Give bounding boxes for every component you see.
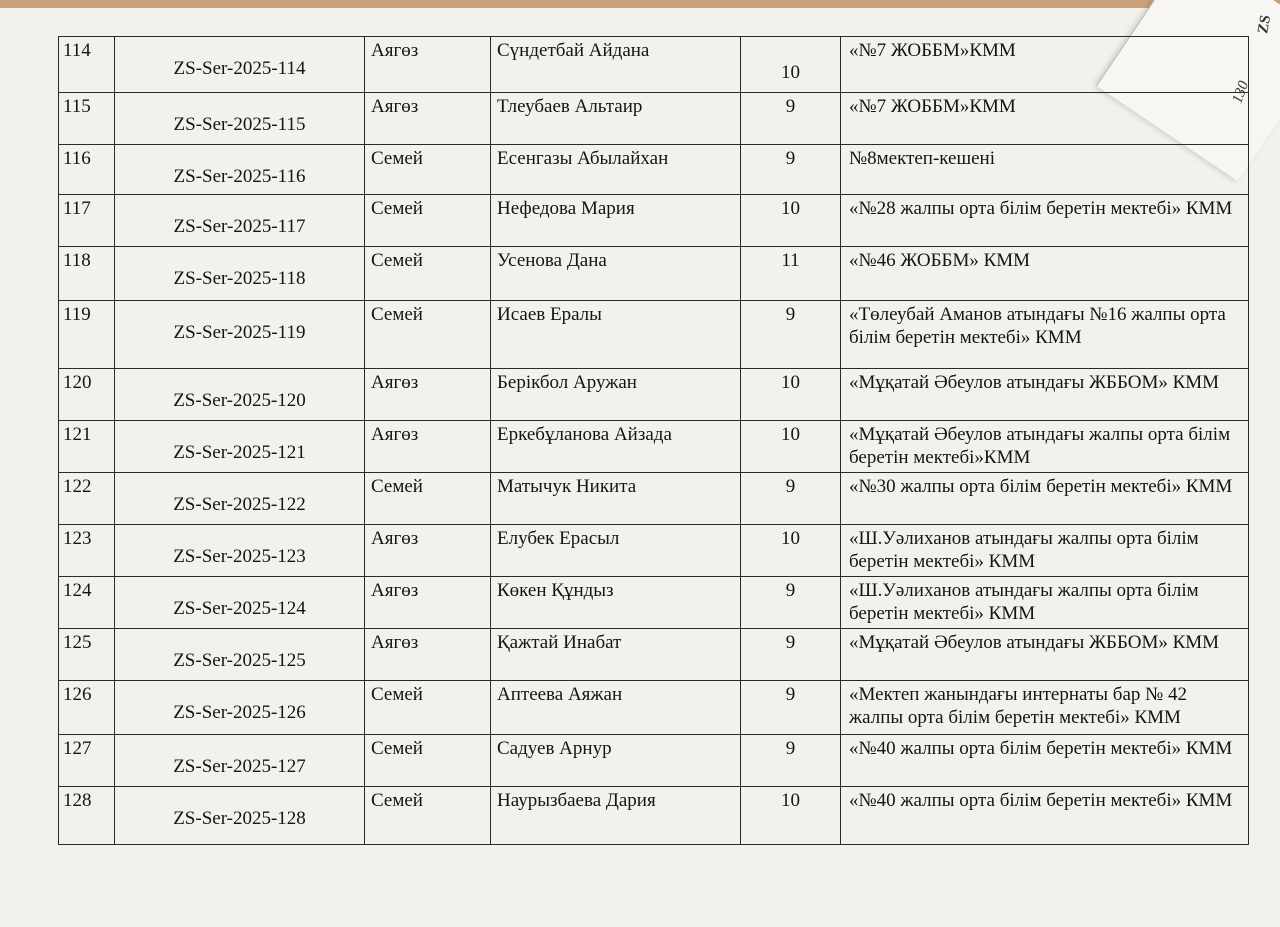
grade-cell: 9: [741, 735, 841, 787]
table-row: [59, 629, 1249, 681]
grade-cell: 9: [741, 473, 841, 525]
row-number: 126: [59, 681, 115, 735]
grade-cell: 9: [741, 681, 841, 735]
row-number: 116: [59, 145, 115, 195]
school-cell: «Мұқатай Әбеулов атындағы ЖББОМ» КММ: [841, 629, 1249, 681]
participant-name: Берікбол Аружан: [491, 369, 741, 421]
city-cell: Аягөз: [365, 37, 491, 93]
row-number: 114: [59, 37, 115, 93]
row-number: 120: [59, 369, 115, 421]
school-cell: «№46 ЖОББМ» КММ: [841, 247, 1249, 301]
city-cell: Семей: [365, 247, 491, 301]
row-number: 118: [59, 247, 115, 301]
participant-name: Көкен Құндыз: [491, 577, 741, 629]
table-row: [59, 525, 1249, 577]
participant-name: Нефедова Мария: [491, 195, 741, 247]
table-row: [59, 301, 1249, 369]
grade-cell: 10: [741, 525, 841, 577]
table-row: [59, 37, 1249, 93]
row-number: 119: [59, 301, 115, 369]
city-cell: Аягөз: [365, 421, 491, 473]
grade-cell: 10: [741, 195, 841, 247]
row-number: 127: [59, 735, 115, 787]
participant-name: Исаев Ералы: [491, 301, 741, 369]
city-cell: Семей: [365, 473, 491, 525]
school-cell: «№28 жалпы орта білім беретін мектебі» КММ: [841, 195, 1249, 247]
school-cell: «Төлеубай Аманов атындағы №16 жалпы орта білім беретін мектебі» КММ: [841, 301, 1249, 369]
school-cell: «Ш.Уәлиханов атындағы жалпы орта білім беретін мектебі» КММ: [841, 577, 1249, 629]
row-number: 122: [59, 473, 115, 525]
grade-cell: 10: [741, 421, 841, 473]
participant-name: Сүндетбай Айдана: [491, 37, 741, 93]
school-cell: «№7 ЖОББМ»КММ: [841, 93, 1249, 145]
participant-name: Матычук Никита: [491, 473, 741, 525]
participant-code: ZS-Ser-2025-125: [115, 629, 365, 681]
table-row: [59, 145, 1249, 195]
participant-code: ZS-Ser-2025-121: [115, 421, 365, 473]
city-cell: Аягөз: [365, 525, 491, 577]
school-cell: №8мектеп-кешені: [841, 145, 1249, 195]
city-cell: Семей: [365, 787, 491, 845]
grade-cell: 9: [741, 145, 841, 195]
city-cell: Семей: [365, 145, 491, 195]
participant-code: ZS-Ser-2025-120: [115, 369, 365, 421]
participant-name: Еркебұланова Айзада: [491, 421, 741, 473]
grade-cell: 9: [741, 301, 841, 369]
table-row: [59, 735, 1249, 787]
participant-code: ZS-Ser-2025-127: [115, 735, 365, 787]
table-row: [59, 473, 1249, 525]
participant-code: ZS-Ser-2025-117: [115, 195, 365, 247]
participant-code: ZS-Ser-2025-115: [115, 93, 365, 145]
city-cell: Аягөз: [365, 369, 491, 421]
participant-name: Наурызбаева Дария: [491, 787, 741, 845]
city-cell: Семей: [365, 301, 491, 369]
table-row: [59, 195, 1249, 247]
participant-code: ZS-Ser-2025-124: [115, 577, 365, 629]
participant-name: Тлеубаев Альтаир: [491, 93, 741, 145]
participant-name: Аптеева Аяжан: [491, 681, 741, 735]
table-row: [59, 369, 1249, 421]
participant-code: ZS-Ser-2025-118: [115, 247, 365, 301]
school-cell: «№40 жалпы орта білім беретін мектебі» КММ: [841, 735, 1249, 787]
row-number: 121: [59, 421, 115, 473]
participant-code: ZS-Ser-2025-119: [115, 301, 365, 369]
participant-code: ZS-Ser-2025-126: [115, 681, 365, 735]
grade-cell: 9: [741, 577, 841, 629]
participant-code: ZS-Ser-2025-116: [115, 145, 365, 195]
school-cell: «Мұқатай Әбеулов атындағы жалпы орта білім беретін мектебі»КММ: [841, 421, 1249, 473]
participant-code: ZS-Ser-2025-128: [115, 787, 365, 845]
table-row: [59, 787, 1249, 845]
row-number: 128: [59, 787, 115, 845]
city-cell: Аягөз: [365, 93, 491, 145]
table-row: [59, 421, 1249, 473]
school-cell: «Мұқатай Әбеулов атындағы ЖББОМ» КММ: [841, 369, 1249, 421]
participant-code: ZS-Ser-2025-114: [115, 37, 365, 93]
row-number: 117: [59, 195, 115, 247]
participant-name: Усенова Дана: [491, 247, 741, 301]
corner-page-number: 130: [1228, 79, 1252, 106]
participants-table: [58, 36, 1249, 845]
city-cell: Аягөз: [365, 577, 491, 629]
table-row: [59, 681, 1249, 735]
row-number: 115: [59, 93, 115, 145]
participant-name: Есенгазы Абылайхан: [491, 145, 741, 195]
table-row: [59, 93, 1249, 145]
grade-cell: 11: [741, 247, 841, 301]
city-cell: Семей: [365, 681, 491, 735]
grade-cell: 10: [741, 37, 841, 93]
row-number: 125: [59, 629, 115, 681]
table-row: [59, 577, 1249, 629]
participant-code: ZS-Ser-2025-123: [115, 525, 365, 577]
participant-name: Садуев Арнур: [491, 735, 741, 787]
school-cell: «Ш.Уәлиханов атындағы жалпы орта білім беретін мектебі» КММ: [841, 525, 1249, 577]
city-cell: Семей: [365, 195, 491, 247]
grade-cell: 10: [741, 369, 841, 421]
school-cell: «Мектеп жанындағы интернаты бар № 42 жалпы орта білім беретін мектебі» КММ: [841, 681, 1249, 735]
city-cell: Семей: [365, 735, 491, 787]
grade-cell: 9: [741, 629, 841, 681]
school-cell: «№7 ЖОББМ»КММ: [841, 37, 1249, 93]
participant-name: Елубек Ерасыл: [491, 525, 741, 577]
city-cell: Аягөз: [365, 629, 491, 681]
school-cell: «№40 жалпы орта білім беретін мектебі» КММ: [841, 787, 1249, 845]
participant-code: ZS-Ser-2025-122: [115, 473, 365, 525]
row-number: 123: [59, 525, 115, 577]
school-cell: «№30 жалпы орта білім беретін мектебі» КММ: [841, 473, 1249, 525]
corner-page-code: ZS: [1254, 13, 1274, 35]
table-body: [59, 37, 1249, 845]
table-row: [59, 247, 1249, 301]
grade-cell: 9: [741, 93, 841, 145]
row-number: 124: [59, 577, 115, 629]
grade-cell: 10: [741, 787, 841, 845]
participant-name: Қажтай Инабат: [491, 629, 741, 681]
